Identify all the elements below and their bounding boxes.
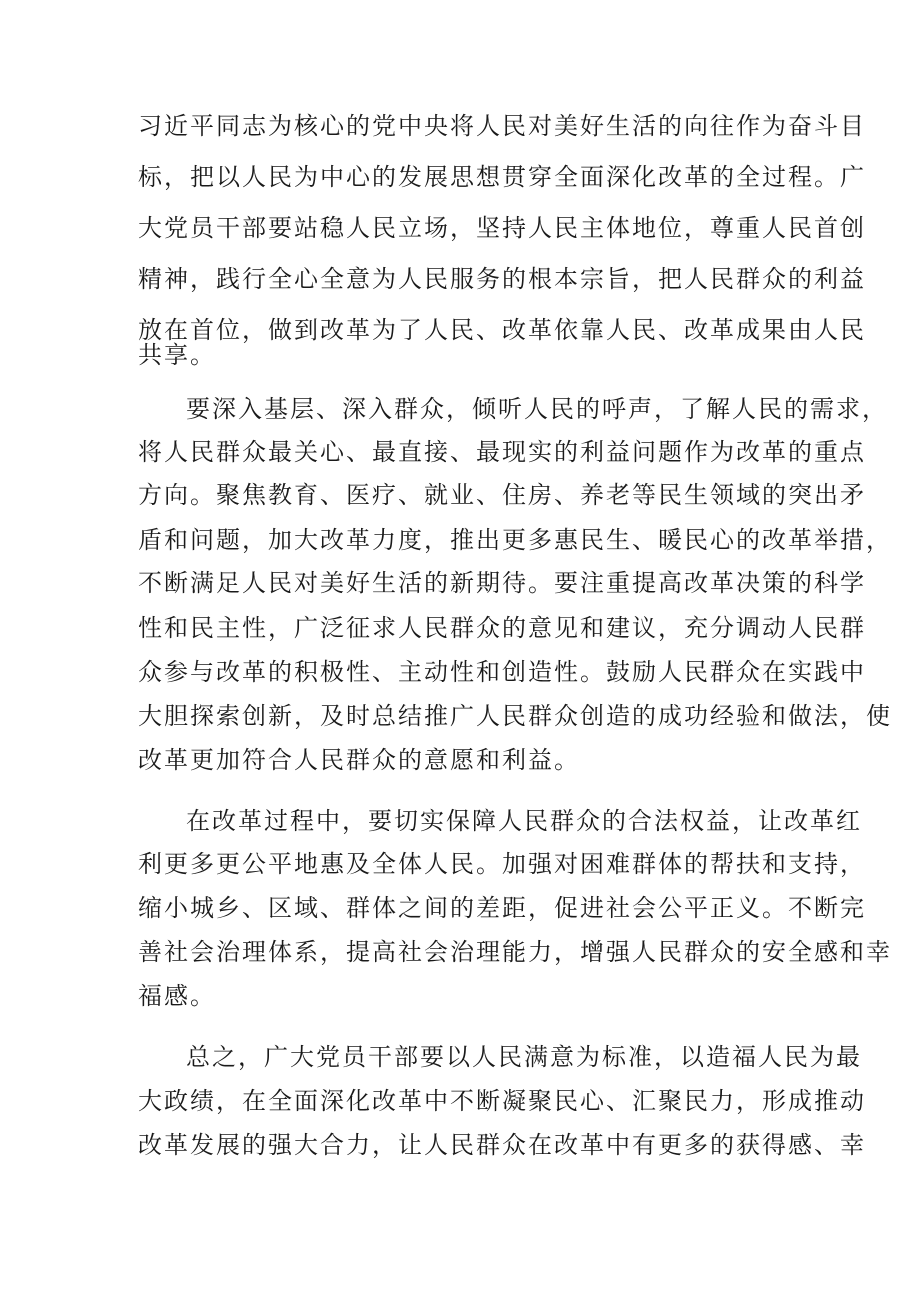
text-line: 不断满足人民对美好生活的新期待。要注重提高改革决策的科学	[138, 569, 866, 597]
text-line: 大政绩，在全面深化改革中不断凝聚民心、汇聚民力，形成推动	[138, 1087, 866, 1115]
text-line: 利更多更公平地惠及全体人民。加强对困难群体的帮扶和支持，	[138, 850, 866, 878]
text-line: 福感。	[138, 982, 216, 1010]
text-line: 改革发展的强大合力，让人民群众在改革中有更多的获得感、幸	[138, 1131, 866, 1159]
text-line: 要深入基层、深入群众，倾听人民的呼声，了解人民的需求，	[186, 395, 888, 423]
text-line: 性和民主性，广泛征求人民群众的意见和建议，充分调动人民群	[138, 614, 866, 642]
text-line: 总之，广大党员干部要以人民满意为标准，以造福人民为最	[186, 1043, 862, 1071]
text-line: 大党员干部要站稳人民立场，坚持人民主体地位，尊重人民首创	[138, 214, 866, 242]
text-line: 放在首位，做到改革为了人民、改革依靠人民、改革成果由人民	[138, 316, 866, 344]
text-line: 改革更加符合人民群众的意愿和利益。	[138, 746, 580, 774]
text-line: 习近平同志为核心的党中央将人民对美好生活的向往作为奋斗目	[138, 112, 866, 140]
text-line: 盾和问题，加大改革力度，推出更多惠民生、暖民心的改革举措，	[138, 526, 892, 554]
text-line: 缩小城乡、区域、群体之间的差距，促进社会公平正义。不断完	[138, 894, 866, 922]
text-line: 众参与改革的积极性、主动性和创造性。鼓励人民群众在实践中	[138, 658, 866, 686]
text-line: 方向。聚焦教育、医疗、就业、住房、养老等民生领域的突出矛	[138, 481, 866, 509]
text-line: 标，把以人民为中心的发展思想贯穿全面深化改革的全过程。广	[138, 163, 866, 191]
text-line: 善社会治理体系，提高社会治理能力，增强人民群众的安全感和幸	[138, 938, 892, 966]
text-line: 精神，践行全心全意为人民服务的根本宗旨，把人民群众的利益	[138, 265, 866, 293]
text-line: 共享。	[138, 341, 216, 369]
text-line: 将人民群众最关心、最直接、最现实的利益问题作为改革的重点	[138, 438, 866, 466]
text-line: 大胆探索创新，及时总结推广人民群众创造的成功经验和做法，使	[138, 702, 892, 730]
text-line: 在改革过程中，要切实保障人民群众的合法权益，让改革红	[186, 807, 862, 835]
